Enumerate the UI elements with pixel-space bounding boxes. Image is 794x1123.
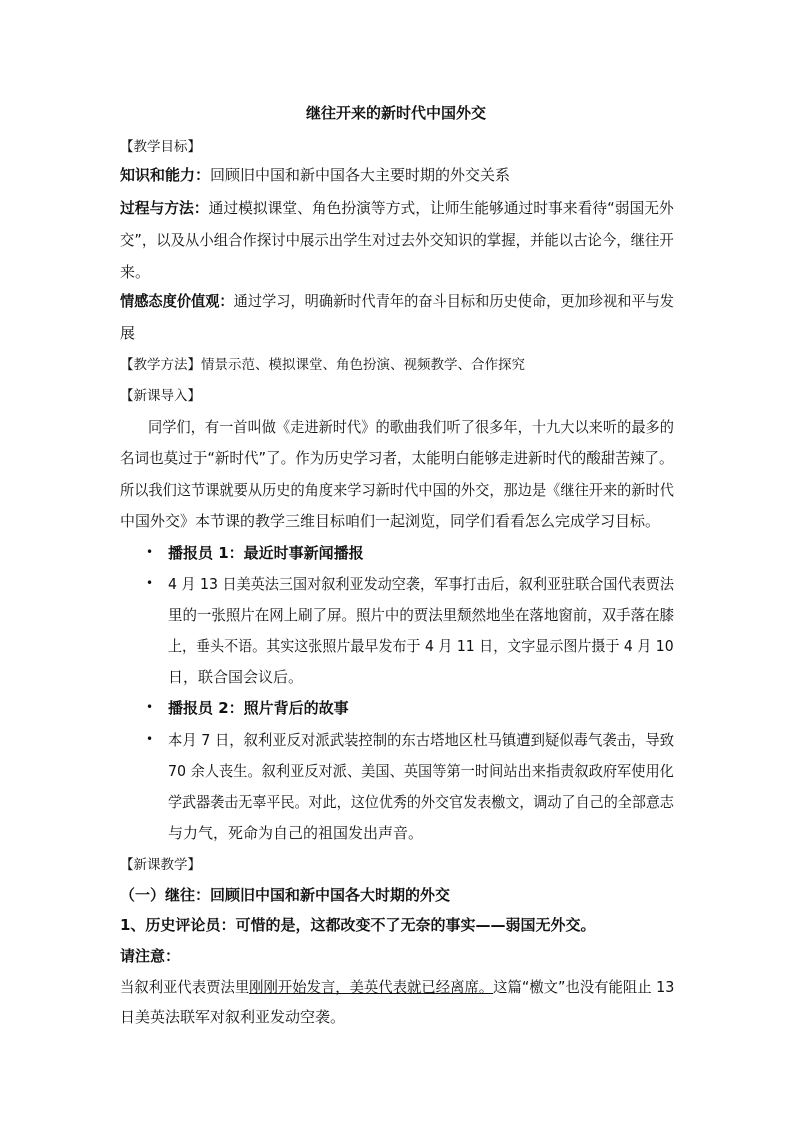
emotion-label: 情感态度价值观： — [120, 292, 234, 310]
note-post-text: 这篇“檄文”也没有能阻止 13 — [493, 978, 675, 996]
note-label: 请注意： — [120, 947, 181, 965]
process-line-3: 来。 — [120, 263, 151, 281]
note-line-2: 日美英法联军对叙利亚发动空袭。 — [120, 1008, 346, 1026]
knowledge-text: 回顾旧中国和新中国各大主要时期的外交关系 — [210, 166, 511, 184]
bullet-2-line-3: 上，垂头不语。其实这张照片最早发布于 4 月 11 日，文字显示图片摄于 4 月 10 — [168, 637, 674, 655]
bullet-2-line-1: 4 月 13 日美英法三国对叙利亚发动空袭，军事打击后，叙利亚驻联合国代表贾法 — [168, 575, 674, 593]
bullet-4-line-3: 学武器袭击无辜平民。对此，这位优秀的外交官发表檄文，调动了自己的全部意志 — [168, 793, 674, 811]
note-pre-text: 当叙利亚代表贾法里 — [120, 978, 250, 996]
bullet-marker: • — [146, 545, 154, 559]
bullet-4-line-2: 70 余人丧生。叙利亚反对派、美国、英国等第一时间站出来指责叙政府军使用化 — [168, 762, 674, 780]
new-lesson-header: 【新课教学】 — [120, 857, 201, 873]
knowledge-line — [120, 164, 510, 185]
note-line-1 — [120, 976, 674, 997]
document-title: 继往开来的新时代中国外交 — [305, 104, 486, 122]
bullet-2-line-4: 日，联合国会议后。 — [168, 668, 304, 686]
knowledge-label: 知识和能力： — [120, 166, 211, 184]
process-text-1: 通过模拟课堂、角色扮演等方式，让师生能够通过时事来看待“弱国无外 — [208, 199, 674, 217]
intro-para-line-3: 所以我们这节课就要从历史的角度来学习新时代中国的外交，那边是《继往开来的新时代 — [120, 481, 675, 499]
intro-header: 【新课导入】 — [120, 388, 201, 404]
process-label: 过程与方法： — [120, 199, 209, 217]
section-1-heading: （一）继往：回顾旧中国和新中国各大时期的外交 — [120, 886, 451, 904]
process-line-2: 交”，以及从小组合作探讨中展示出学生对过去外交知识的掌握，并能以古论今，继往开 — [120, 231, 674, 249]
commentator-heading: 1、历史评论员：可惜的是，这都改变不了无奈的事实——弱国无外交。 — [120, 916, 596, 934]
bullet-marker: • — [146, 576, 154, 590]
methods-text: 情景示范、模拟课堂、角色扮演、视频教学、合作探究 — [201, 357, 525, 373]
bullet-1-title: 播报员 1：最近时事新闻播报 — [168, 544, 364, 562]
bullet-2-line-2: 里的一张照片在网上刷了屏。照片中的贾法里颓然地坐在落地窗前，双手落在膝 — [168, 606, 675, 624]
methods-line — [120, 353, 525, 373]
bullet-4-line-1: 本月 7 日，叙利亚反对派武装控制的东古塔地区杜马镇遭到疑似毒气袭击，导致 — [168, 731, 675, 749]
emotion-text-1: 通过学习，明确新时代青年的奋斗目标和历史使命，更加珍视和平与发 — [233, 292, 675, 310]
emotion-line-2: 展 — [120, 324, 136, 342]
bullet-3-title: 播报员 2：照片背后的故事 — [168, 699, 349, 717]
intro-para-line-4: 中国外交》本节课的教学三维目标咱们一起浏览，同学们看看怎么完成学习目标。 — [120, 512, 661, 530]
process-line-1 — [120, 197, 674, 218]
methods-header: 【教学方法】 — [120, 357, 201, 373]
bullet-marker: • — [146, 732, 154, 746]
bullet-4-line-4: 与力气，死命为自己的祖国发出声音。 — [168, 824, 424, 842]
objectives-header: 【教学目标】 — [120, 139, 201, 155]
emotion-line-1 — [120, 290, 674, 311]
note-underlined-text: 刚刚开始发言，美英代表就已经离席。 — [249, 978, 494, 996]
intro-para-line-2: 名词也莫过于“新时代”了。作为历史学习者，太能明白能够走进新时代的酸甜苦辣了。 — [120, 449, 674, 467]
bullet-marker: • — [146, 700, 154, 714]
intro-para-line-1: 同学们，有一首叫做《走进新时代》的歌曲我们听了很多年，十九大以来听的最多的 — [148, 418, 674, 436]
